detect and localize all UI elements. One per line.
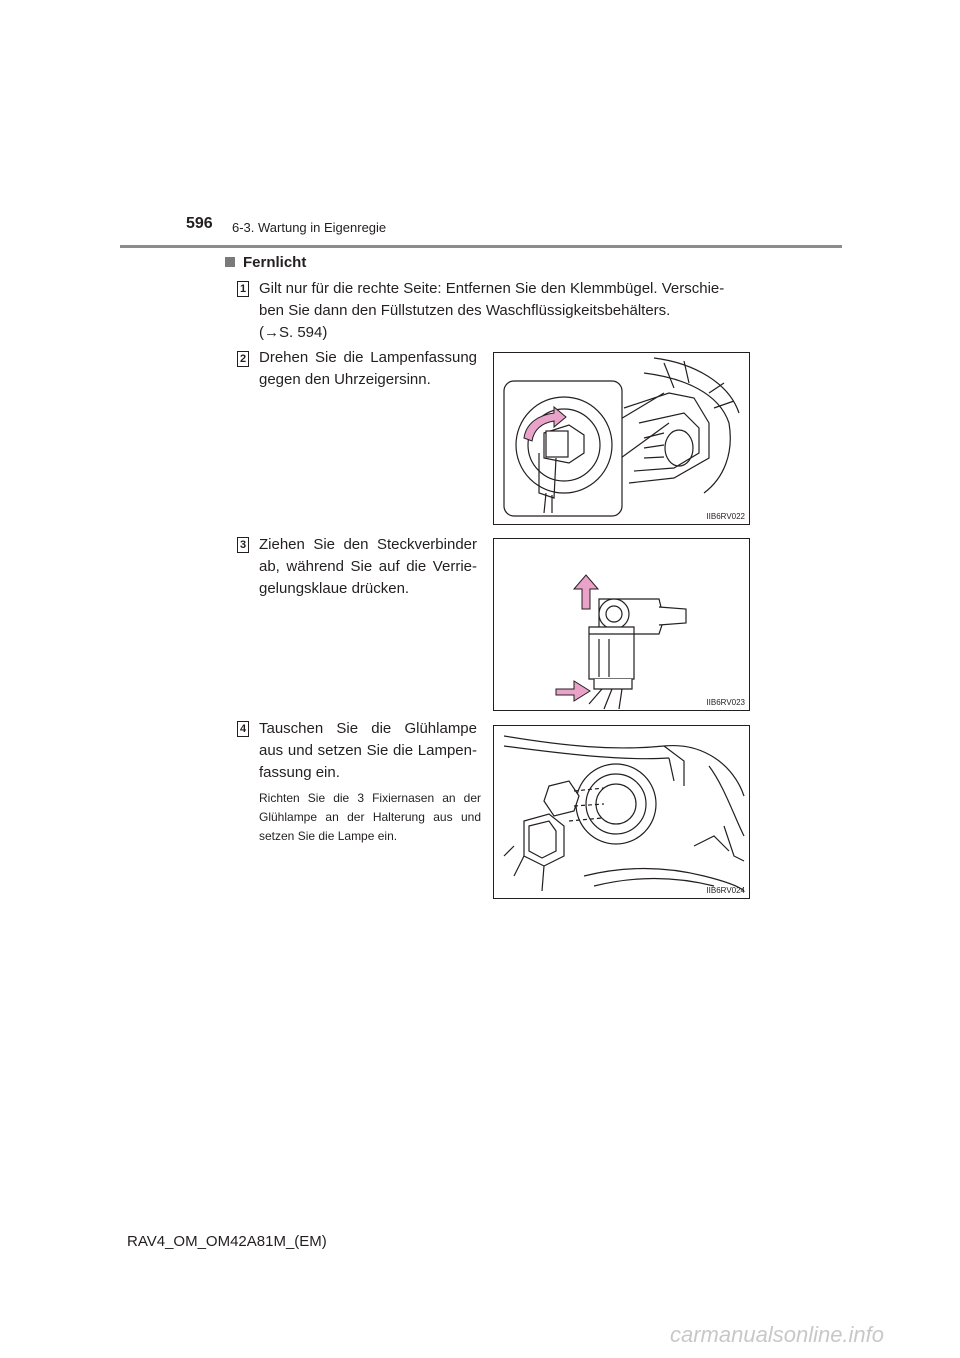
section-title: 6-3. Wartung in Eigenregie — [232, 220, 387, 235]
step-1-text — [259, 278, 743, 344]
step-3-text: Ziehen Sie den Steckverbinder ab, während Sie auf die Verrie-gelungsklaue drücken. — [259, 536, 477, 597]
figure-unplug-connector — [493, 538, 750, 711]
step-number-4: 4 — [237, 721, 249, 737]
step-2-text: Drehen Sie die Lampenfassung gegen den Uhrzeigersinn. — [259, 349, 477, 388]
header-divider — [120, 245, 842, 248]
connector-unplug-illustration — [494, 539, 749, 710]
figure-code-024: IIB6RV024 — [706, 886, 745, 895]
bullet-square-icon — [225, 257, 235, 267]
figure-code-023: IIB6RV023 — [706, 698, 745, 707]
subheading — [225, 254, 306, 271]
step-number-1: 1 — [237, 281, 249, 297]
figure-rotate-socket — [493, 352, 750, 525]
headlamp-rotate-illustration — [494, 353, 749, 524]
step-1-line-1: Gilt nur für die rechte Seite: Entfernen Sie den Klemmbügel. Verschie- — [259, 280, 725, 297]
bulb-install-illustration — [494, 726, 749, 898]
footer-doc-code: RAV4_OM_OM42A81M_(EM) — [127, 1233, 327, 1250]
step-1-line-3: (→S. 594) — [259, 324, 328, 341]
figure-replace-bulb — [493, 725, 750, 899]
step-1-line-2: ben Sie dann den Füllstutzen des Waschflüssigkeitsbehälters. — [259, 302, 671, 319]
figure-code-022: IIB6RV022 — [706, 512, 745, 521]
step-number-2: 2 — [237, 351, 249, 367]
page-number: 596 — [186, 215, 213, 232]
step-4-note: Richten Sie die 3 Fixiernasen an der Glühlampe an der Halterung aus und setzen Sie die Lampe ein. — [259, 791, 481, 843]
step-4-text: Tauschen Sie die Glühlampe aus und setzen Sie die Lampen-fassung ein. — [259, 720, 477, 781]
step-number-3: 3 — [237, 537, 249, 553]
watermark: carmanualsonline.info — [670, 1322, 885, 1347]
subheading-label: Fernlicht — [243, 254, 307, 271]
